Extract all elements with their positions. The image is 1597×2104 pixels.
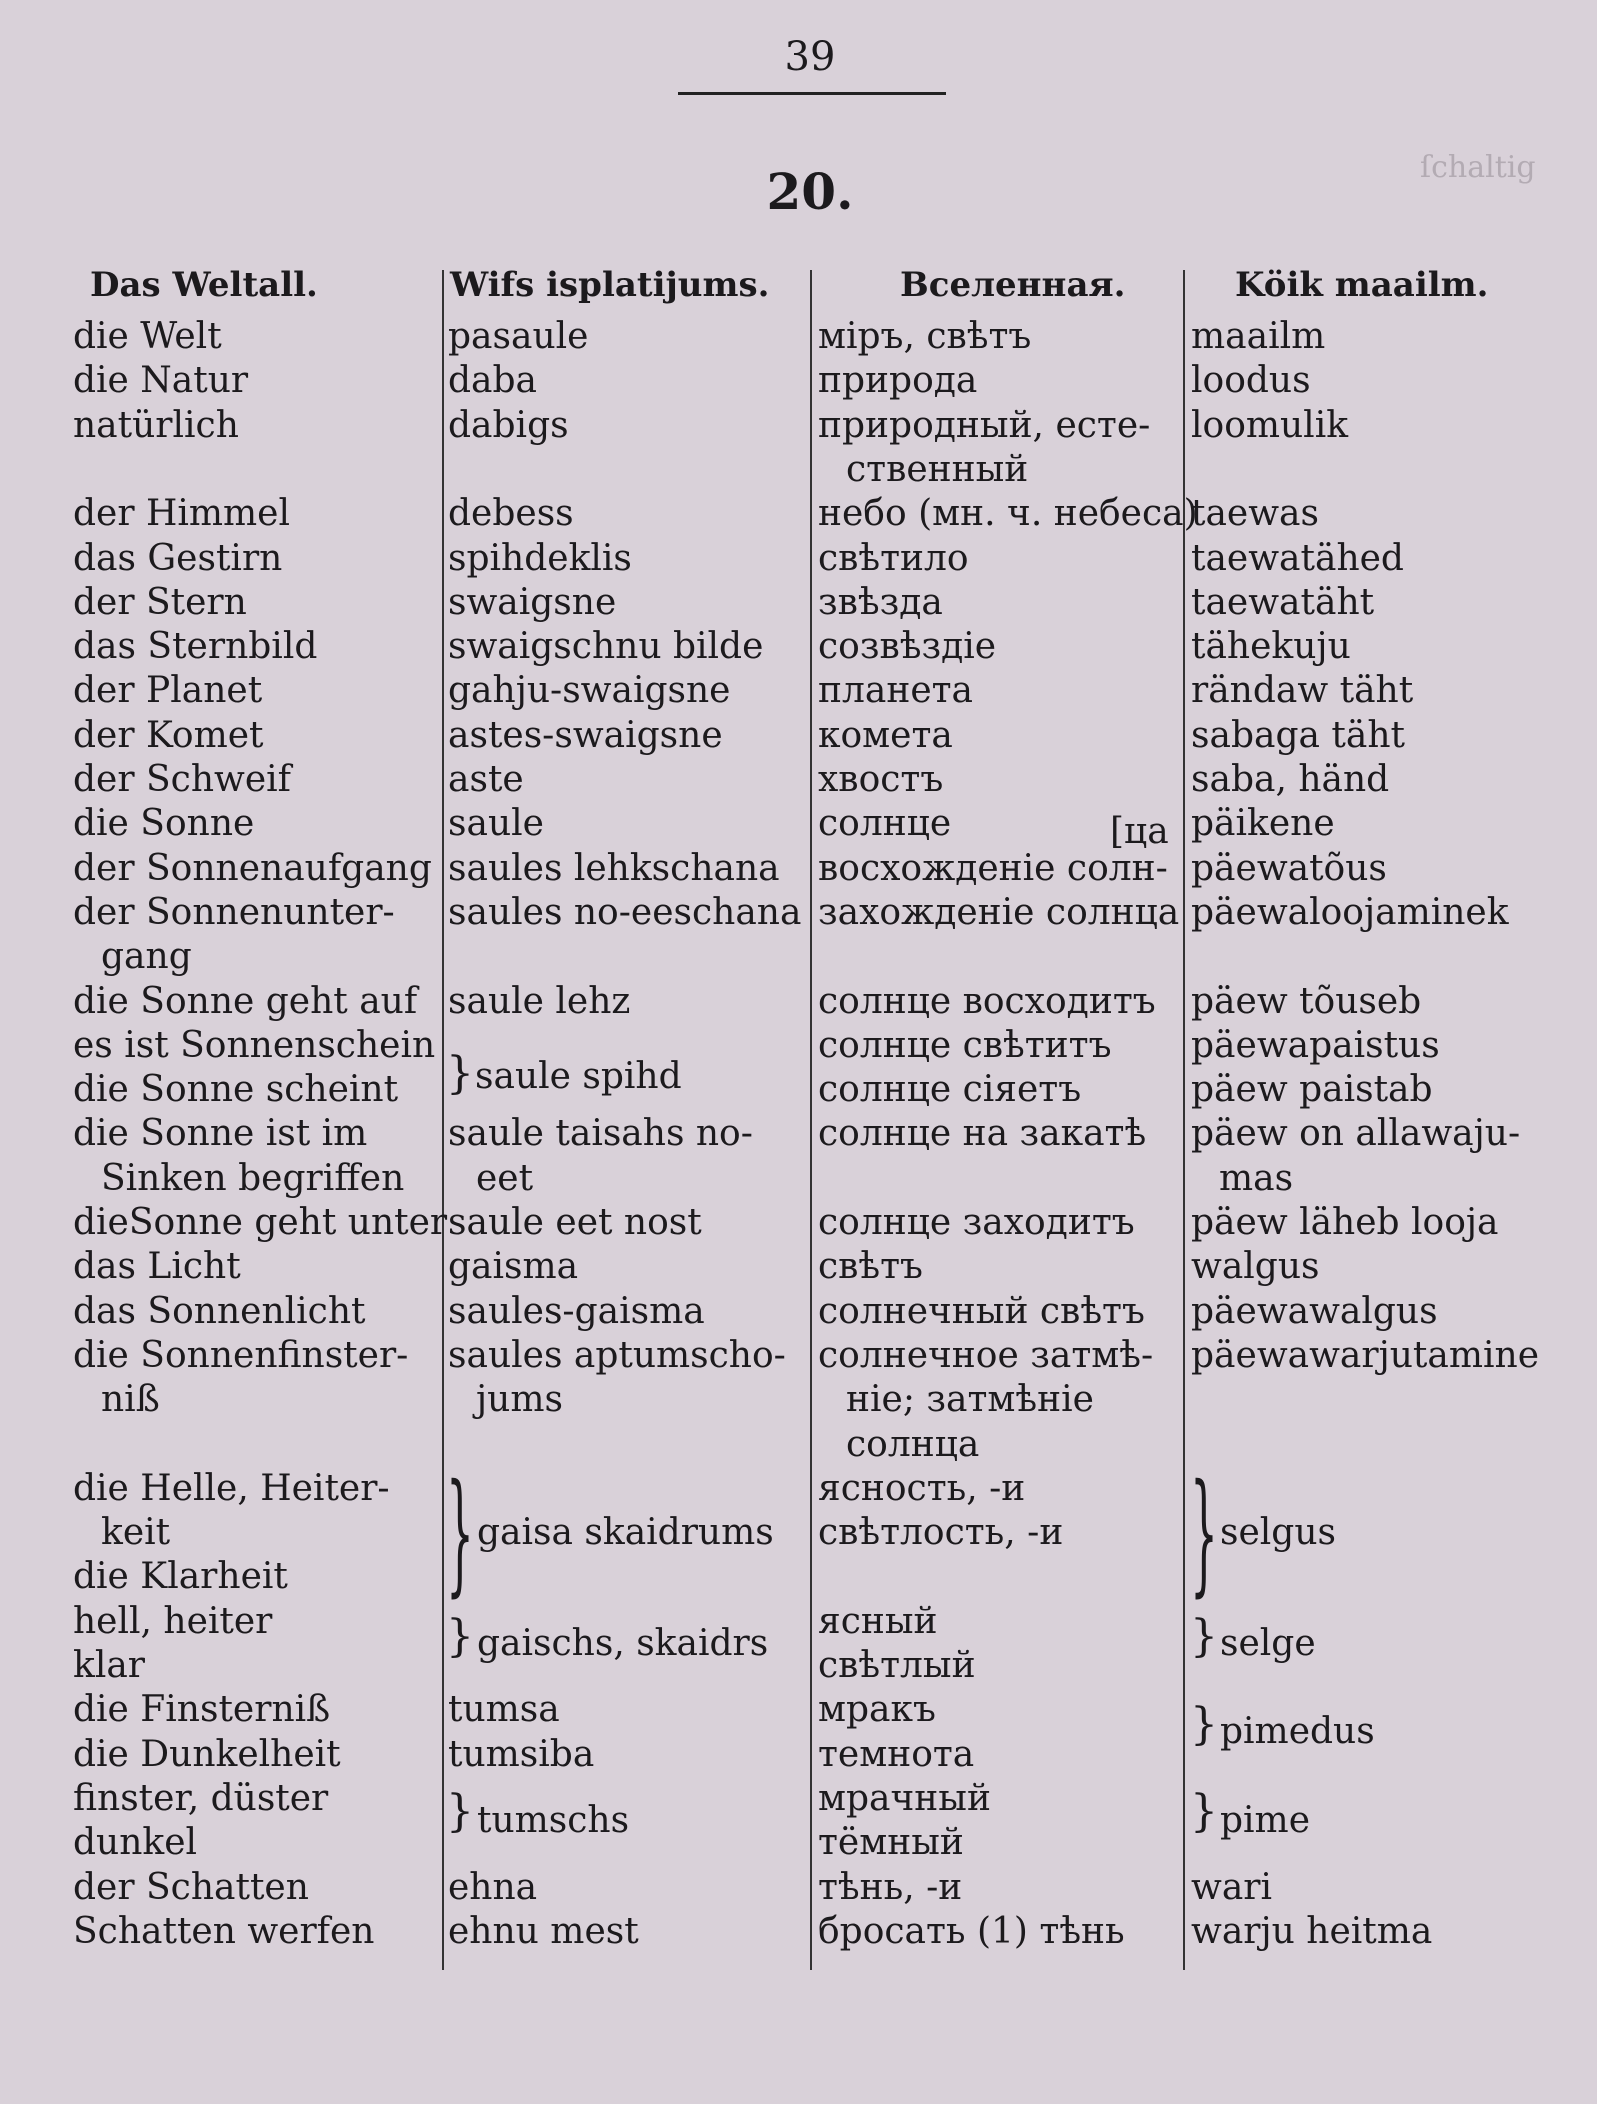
german-term: keit (101, 1512, 171, 1554)
estonian-term: päewapaistus (1191, 1024, 1440, 1066)
header-german: Das Weltall. (90, 265, 318, 305)
russian-term: свѣтлость, -и (818, 1512, 1064, 1554)
russian-term: звѣзда (818, 581, 943, 623)
russian-term: ясный (818, 1600, 938, 1642)
german-term: die Dunkelheit (73, 1733, 341, 1775)
brace-icon: } (1190, 1458, 1218, 1611)
russian-term: хвостъ (818, 759, 944, 800)
latvian-term: gaisma (448, 1246, 579, 1288)
latvian-term: tumschs (477, 1799, 630, 1841)
german-term: die Klarheit (73, 1556, 288, 1598)
estonian-term: saba, händ (1191, 759, 1390, 800)
estonian-term: loodus (1191, 360, 1311, 402)
russian-term: темнота (818, 1733, 975, 1775)
german-term: der Sonnenunter- (73, 891, 395, 933)
column-divider-1 (442, 270, 444, 1970)
german-term: hell, heiter (73, 1600, 273, 1642)
german-term: der Sonnenaufgang (73, 847, 432, 889)
latvian-term: tumsa (448, 1689, 560, 1731)
estonian-term: warju heitma (1191, 1910, 1433, 1952)
latvian-term: pasaule (448, 316, 589, 357)
estonian-term: päew paistab (1191, 1069, 1433, 1111)
estonian-term: selgus (1220, 1512, 1336, 1554)
german-term: dunkel (73, 1822, 198, 1864)
russian-term: захожденіе солнца (818, 891, 1180, 933)
latvian-term: saule lehz (448, 980, 631, 1022)
bleed-through-text: ſchaltig (1420, 150, 1536, 185)
latvian-term: saule (448, 803, 544, 845)
german-term: natürlich (73, 404, 239, 446)
russian-term: солнце сіяетъ (818, 1069, 1082, 1111)
russian-term: мрачный (818, 1777, 991, 1819)
german-term: die Welt (73, 316, 222, 357)
latvian-term: aste (448, 759, 524, 800)
german-term: die Sonne ist im (73, 1113, 368, 1155)
latvian-term: saules-gaisma (448, 1290, 705, 1332)
header-russian: Вселенная. (900, 265, 1126, 305)
brace-icon: } (446, 1786, 474, 1837)
estonian-term: päewawarjutamine (1191, 1334, 1539, 1376)
header-latvian: Wifs isplatijums. (450, 265, 770, 305)
estonian-term: päew on allawaju- (1191, 1113, 1521, 1155)
german-term: der Himmel (73, 493, 291, 535)
margin-bracket-note: [ца (1110, 811, 1169, 852)
brace-icon: } (446, 1611, 474, 1662)
russian-term: солнце свѣтитъ (818, 1024, 1112, 1066)
latvian-term: saules aptumscho- (448, 1334, 786, 1376)
german-term: das Sternbild (73, 626, 318, 668)
russian-term: природа (818, 360, 978, 402)
russian-term: созвѣздіе (818, 626, 997, 668)
german-term: die Sonne (73, 803, 255, 845)
latvian-term: saule taisahs no- (448, 1113, 753, 1155)
russian-term: міръ, свѣтъ (818, 316, 1032, 357)
russian-term: солнца (846, 1423, 980, 1465)
estonian-term: pimedus (1220, 1711, 1375, 1753)
german-term: das Licht (73, 1246, 241, 1288)
russian-term: солнце на закатѣ (818, 1113, 1147, 1155)
russian-term: ясность, -и (818, 1467, 1026, 1509)
column-divider-2 (810, 270, 812, 1970)
russian-term: комета (818, 714, 953, 756)
estonian-term: taewatähed (1191, 537, 1404, 579)
section-number: 20. (766, 162, 854, 221)
brace-icon: } (446, 1048, 474, 1099)
russian-term: свѣтлый (818, 1645, 976, 1686)
estonian-term: taewas (1191, 493, 1319, 535)
german-term: Schatten werfen (73, 1910, 375, 1952)
latvian-term: spihdeklis (448, 537, 632, 579)
estonian-term: taewatäht (1191, 581, 1375, 623)
header-estonian: Köik maailm. (1235, 265, 1489, 305)
german-term: die Finsterniß (73, 1689, 331, 1731)
estonian-term: sabaga täht (1191, 714, 1405, 756)
brace-icon: } (1190, 1699, 1218, 1750)
latvian-term: dabigs (448, 404, 569, 446)
estonian-term: päewawalgus (1191, 1290, 1438, 1332)
latvian-term: gaisa skaidrums (477, 1512, 774, 1554)
estonian-term: pime (1220, 1799, 1310, 1841)
latvian-term: astes-swaigsne (448, 714, 723, 756)
shared-label-sun: saule spihd (475, 1056, 682, 1097)
german-term: Sinken begriffen (101, 1157, 405, 1199)
russian-term: ніе; затмѣніе (846, 1379, 1094, 1421)
russian-term: ственный (846, 448, 1029, 490)
latvian-term: gahju-swaigsne (448, 670, 731, 712)
russian-term: планета (818, 670, 974, 712)
estonian-term: wari (1191, 1866, 1272, 1908)
german-term: niß (101, 1379, 160, 1421)
latvian-term: gaischs, skaidrs (477, 1622, 769, 1664)
latvian-term: daba (448, 360, 538, 402)
russian-term: свѣтъ (818, 1246, 923, 1288)
brace-icon: } (1190, 1786, 1218, 1837)
russian-term: небо (мн. ч. небеса) (818, 493, 1198, 535)
estonian-term: rändaw täht (1191, 670, 1414, 712)
german-term: der Planet (73, 670, 263, 712)
german-term: klar (73, 1645, 145, 1686)
german-term: die Sonne geht auf (73, 980, 418, 1022)
german-term: dieSonne geht unter (73, 1202, 448, 1243)
estonian-term: selge (1220, 1622, 1316, 1664)
latvian-term: jums (476, 1379, 563, 1421)
german-term: das Gestirn (73, 537, 283, 579)
estonian-term: päewatõus (1191, 847, 1387, 889)
estonian-term: walgus (1191, 1246, 1320, 1288)
latvian-term: saules no-eeschana (448, 891, 802, 933)
latvian-term: swaigsne (448, 581, 617, 623)
german-term: die Helle, Heiter- (73, 1467, 390, 1509)
latvian-term: tumsiba (448, 1733, 595, 1775)
estonian-term: tähekuju (1191, 626, 1351, 668)
estonian-term: päew läheb looja (1191, 1202, 1499, 1243)
german-term: der Schweif (73, 759, 291, 800)
german-term: gang (101, 936, 192, 978)
german-term: es ist Sonnenschein (73, 1024, 436, 1066)
latvian-term: ehnu mest (448, 1910, 639, 1952)
russian-term: солнечный свѣтъ (818, 1290, 1145, 1332)
latvian-term: ehna (448, 1866, 538, 1908)
german-term: der Stern (73, 581, 247, 623)
german-term: die Natur (73, 360, 249, 402)
latvian-term: saule eet nost (448, 1202, 702, 1243)
russian-term: солнце (818, 803, 952, 845)
russian-term: природный, есте- (818, 404, 1151, 446)
header-rule (678, 92, 946, 95)
russian-term: солнце заходитъ (818, 1202, 1135, 1243)
russian-term: бросать (1) тѣнь (818, 1910, 1125, 1952)
russian-term: солнечное затмѣ- (818, 1334, 1154, 1376)
russian-term: мракъ (818, 1689, 936, 1731)
estonian-term: mas (1219, 1157, 1294, 1199)
brace-icon: } (446, 1458, 474, 1611)
latvian-term: debess (448, 493, 574, 535)
german-term: das Sonnenlicht (73, 1290, 366, 1332)
latvian-term: swaigschnu bilde (448, 626, 764, 668)
german-term: der Komet (73, 714, 264, 756)
german-term: die Sonnenfinster- (73, 1334, 409, 1376)
page-number: 39 (784, 34, 836, 80)
latvian-term: saules lehkschana (448, 847, 780, 889)
russian-term: тѣнь, -и (818, 1866, 963, 1908)
estonian-term: päew tõuseb (1191, 980, 1422, 1022)
german-term: finster, düster (73, 1777, 329, 1819)
estonian-term: maailm (1191, 316, 1326, 357)
russian-term: солнце восходитъ (818, 980, 1156, 1022)
estonian-term: päewaloojaminek (1191, 891, 1509, 933)
russian-term: свѣтило (818, 537, 969, 579)
estonian-term: loomulik (1191, 404, 1349, 446)
estonian-term: päikene (1191, 803, 1335, 845)
latvian-term: eet (476, 1157, 534, 1199)
german-term: die Sonne scheint (73, 1069, 399, 1111)
brace-icon: } (1190, 1611, 1218, 1662)
russian-term: тёмный (818, 1822, 964, 1864)
russian-term: восхожденіе солн- (818, 847, 1168, 889)
german-term: der Schatten (73, 1866, 309, 1908)
